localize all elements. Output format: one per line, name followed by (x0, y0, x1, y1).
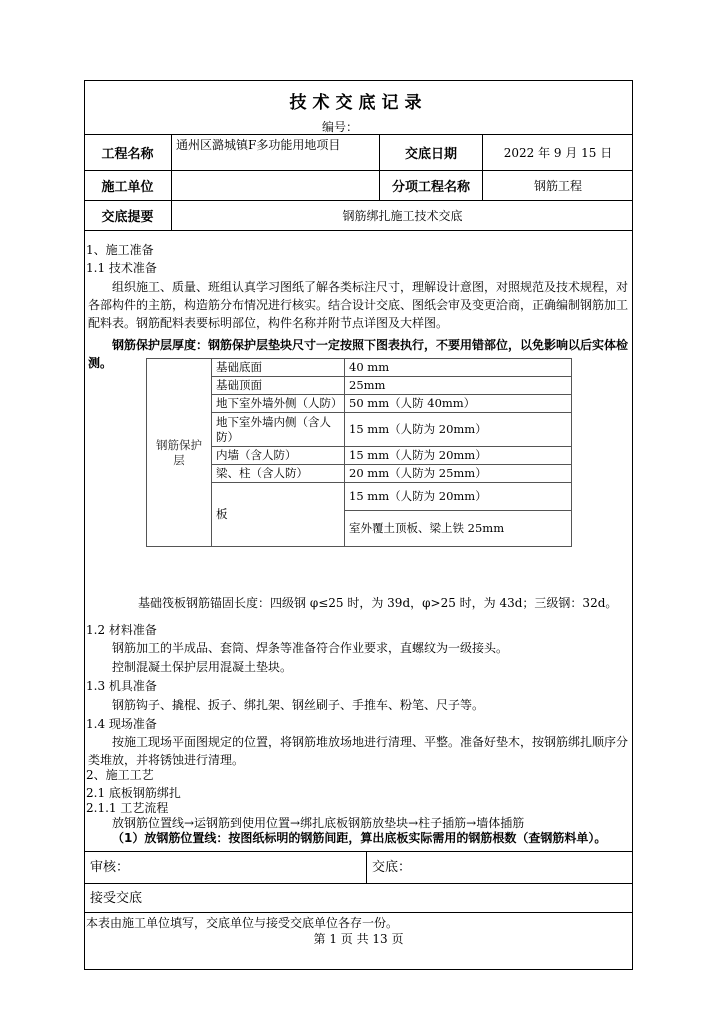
section-heading: 1.3 机具准备 (86, 679, 157, 693)
divider (84, 230, 633, 231)
paragraph: 控制混凝土保护层用混凝土垫块。 (112, 660, 293, 674)
section-heading: 2.1.1 工艺流程 (86, 801, 169, 815)
process-flow: 放钢筋位置线→运钢筋到使用位置→绑扎底板钢筋放垫块→柱子插筋→墙体插筋 (112, 816, 525, 830)
cover-table-part: 基础底面 (212, 359, 345, 377)
construction-unit-value (172, 170, 379, 200)
paragraph-site-prep: 按施工现场平面图规定的位置，将钢筋堆放场地进行清理、平整。准备好垫木，按钢筋绑扎顺序分类堆放，并将锈蚀进行清理。 (88, 735, 629, 767)
date-label: 交底日期 (404, 146, 457, 162)
handover-label: 交底： (372, 860, 412, 875)
subproject-value: 钢筋工程 (533, 178, 582, 193)
divider (84, 851, 633, 852)
cover-table-part: 梁、柱（含人防） (212, 465, 345, 483)
date-value: 2022 年 9 月 15 日 (503, 145, 613, 160)
construction-unit-label: 施工单位 (101, 179, 154, 195)
cover-table-value: 40 mm (345, 359, 572, 377)
cover-table-value: 20 mm（人防为 25mm） (345, 465, 572, 483)
project-name-label: 工程名称 (101, 146, 154, 162)
footer-note: 本表由施工单位填写，交底单位与接受交底单位各存一份。 (86, 916, 399, 930)
cover-table-value: 室外覆土顶板、梁上铁 25mm (345, 511, 572, 547)
section-heading: 2.1 底板钢筋绑扎 (86, 786, 181, 800)
section-heading: 2、施工工艺 (86, 768, 154, 782)
divider (366, 851, 367, 883)
cover-table-value: 50 mm（人防 40mm） (345, 395, 572, 413)
project-name-value: 通州区潞城镇F多功能用地项目 (176, 137, 341, 152)
section-heading: 1.4 现场准备 (86, 717, 157, 731)
divider (84, 912, 633, 913)
cover-table-row-header: 钢筋保护层 (147, 359, 212, 547)
review-label: 审核： (90, 860, 130, 875)
step-1: （1）放钢筋位置线：按图纸标明的钢筋间距，算出底板实际需用的钢筋根数（查钢筋料单）。 (112, 831, 607, 845)
cover-table-part: 板 (212, 483, 345, 547)
cover-table-part: 基础顶面 (212, 377, 345, 395)
section-heading: 1.1 技术准备 (86, 261, 157, 275)
divider (84, 883, 633, 884)
summary-value: 钢筋绑扎施工技术交底 (342, 208, 463, 223)
serial-label: 编号： (322, 120, 359, 134)
cover-thickness-table (146, 358, 572, 547)
section-heading: 1.2 材料准备 (86, 623, 157, 637)
page-number: 第 1 页 共 13 页 (313, 932, 404, 946)
summary-label: 交底提要 (101, 209, 154, 225)
cover-table-part: 地下室外墙外侧（人防） (212, 395, 345, 413)
cover-table-part: 内墙（含人防） (212, 447, 345, 465)
cover-table-value: 15 mm（人防为 20mm） (345, 483, 572, 511)
paragraph-tech-prep: 组织施工、质量、班组认真学习图纸了解各类标注尺寸，理解设计意图，对照规范及技术规程，对各部构件的主筋，构造筋分布情况进行核实。结合设计交底、图纸会审及变更洽商，正确编制钢筋加工配料表。钢筋配料表要标明部位，构件名称并附节点详图及大样图。 (88, 280, 629, 330)
subproject-label: 分项工程名称 (391, 179, 470, 195)
cover-table-part: 地下室外墙内侧（含人防） (212, 413, 345, 447)
paragraph: 钢筋钩子、撬棍、扳子、绑扎架、钢丝刷子、手推车、粉笔、尺子等。 (112, 698, 485, 712)
form-title: 技术交底记录 (289, 93, 428, 113)
cover-table-value: 25mm (345, 377, 572, 395)
receive-label: 接受交底 (90, 891, 143, 906)
anchorage-length: 基础筏板钢筋锚固长度：四级钢 φ≤25 时，为 39d，φ>25 时，为 43d；三级钢：32d。 (138, 596, 618, 610)
section-heading: 1、施工准备 (86, 243, 154, 257)
paragraph-cover-thickness: 钢筋保护层厚度：钢筋保护层垫块尺寸一定按照下图表执行，不要用错部位，以免影响以后实体检测。 (88, 338, 629, 370)
cover-table-value: 15 mm（人防为 20mm） (345, 447, 572, 465)
cover-table-value: 15 mm（人防为 20mm） (345, 413, 572, 447)
paragraph: 钢筋加工的半成品、套筒、焊条等准备符合作业要求，直螺纹为一级接头。 (112, 641, 509, 655)
